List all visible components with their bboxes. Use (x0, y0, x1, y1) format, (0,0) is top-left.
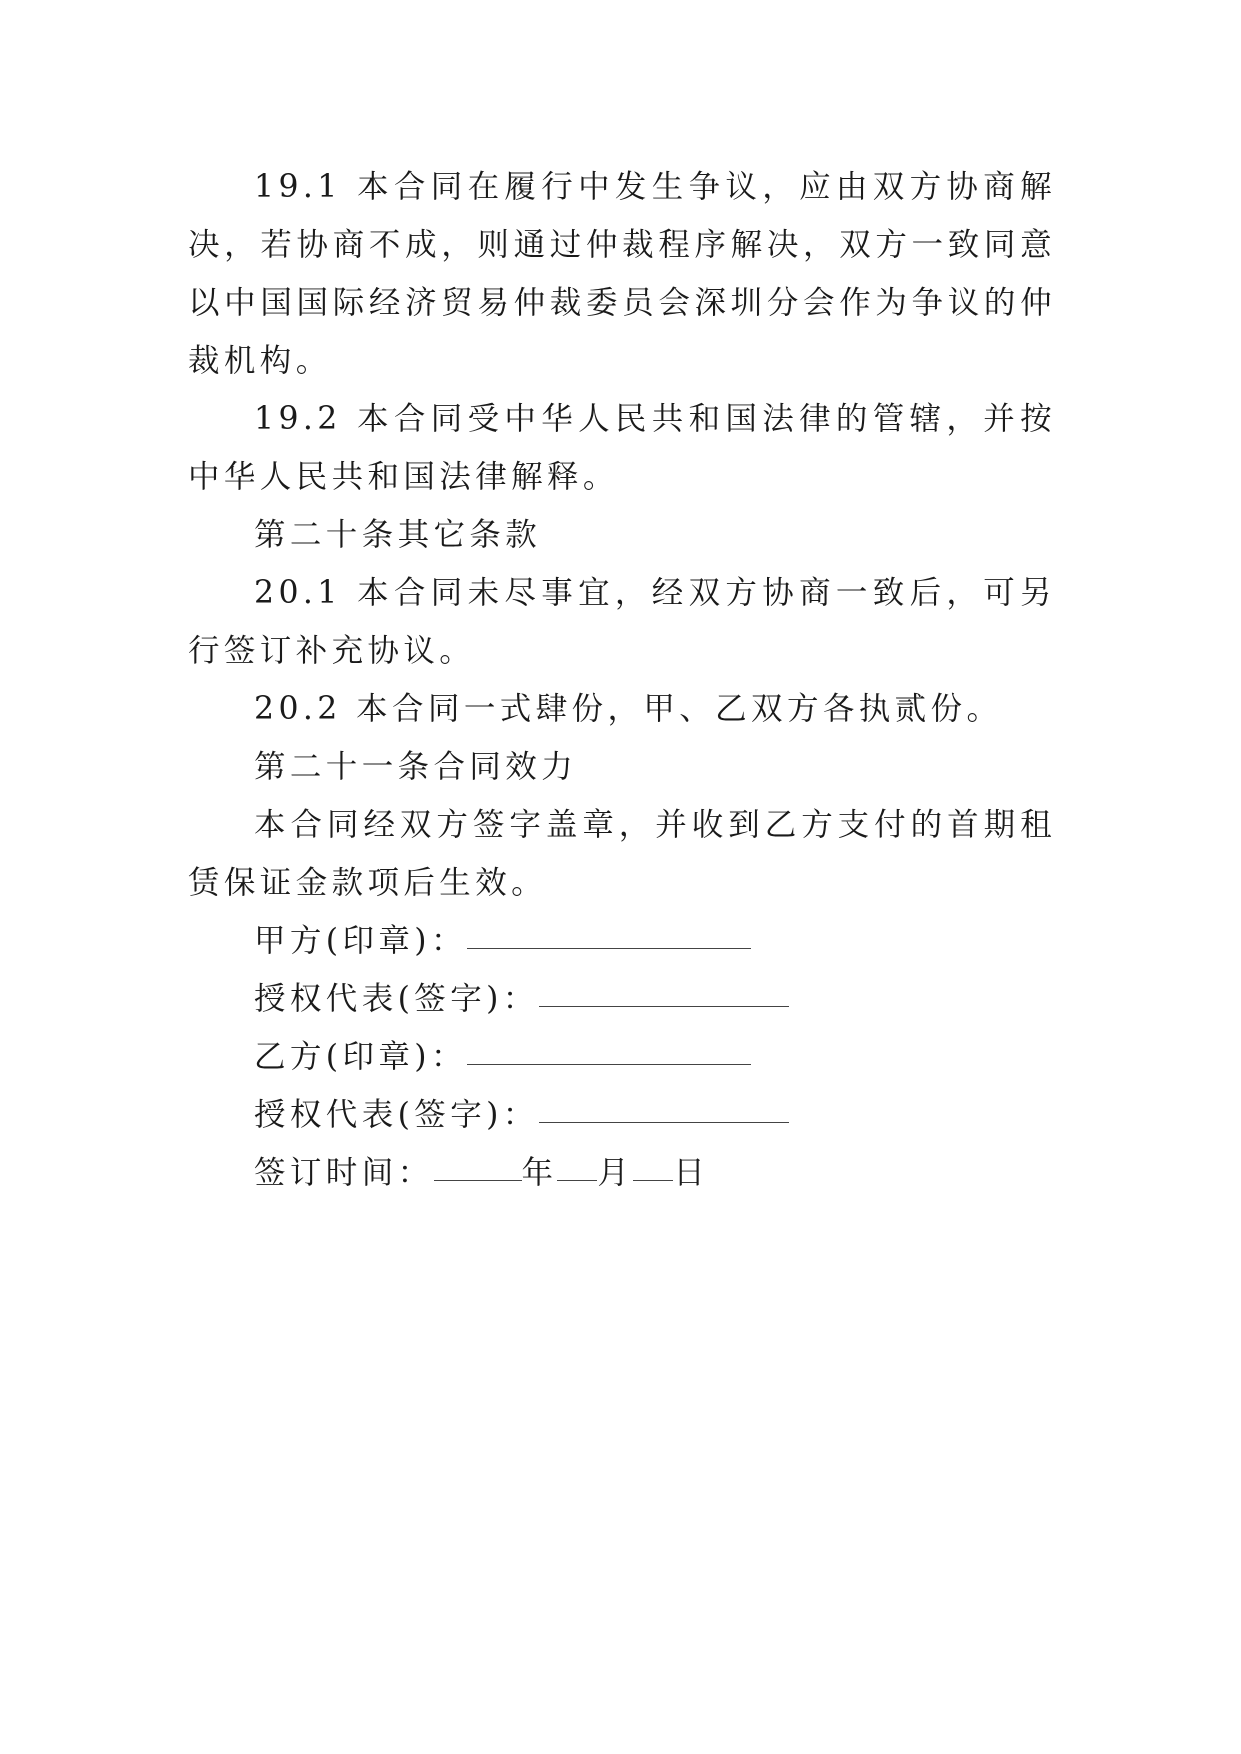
year-unit: 年 (521, 1155, 558, 1191)
year-blank (434, 1146, 522, 1181)
party-a-representative-label: 授权代表(签字)： (254, 981, 539, 1017)
party-b-representative-line (188, 1086, 1056, 1144)
day-unit: 日 (673, 1155, 710, 1191)
party-b-seal-blank (467, 1030, 751, 1065)
party-a-representative-blank (539, 972, 789, 1007)
party-b-seal-line (188, 1028, 1056, 1086)
party-a-representative-line (188, 970, 1056, 1028)
day-blank (633, 1146, 673, 1181)
document-body (188, 158, 1056, 1202)
month-blank (557, 1146, 597, 1181)
month-unit: 月 (597, 1155, 634, 1191)
clause-20-2: 20.2 本合同一式肆份，甲、乙双方各执贰份。 (254, 691, 1003, 727)
clause-20-1: 20.1 本合同未尽事宜，经双方协商一致后，可另行签订补充协议。 (188, 575, 1056, 669)
article-20-heading: 第二十条其它条款 (254, 517, 542, 553)
clause-21-effectiveness: 本合同经双方签字盖章，并收到乙方支付的首期租赁保证金款项后生效。 (188, 807, 1056, 901)
clause-19-2: 19.2 本合同受中华人民共和国法律的管辖，并按中华人民共和国法律解释。 (188, 401, 1056, 495)
party-a-seal-label: 甲方(印章)： (254, 923, 467, 959)
clause-19-1: 19.1 本合同在履行中发生争议，应由双方协商解决，若协商不成，则通过仲裁程序解决，双方一致同意以中国国际经济贸易仲裁委员会深圳分会作为争议的仲裁机构。 (188, 169, 1056, 379)
party-b-representative-blank (539, 1088, 789, 1123)
party-b-seal-label: 乙方(印章)： (254, 1039, 467, 1075)
article-21-heading: 第二十一条合同效力 (254, 749, 578, 785)
party-b-representative-label: 授权代表(签字)： (254, 1097, 539, 1133)
party-a-seal-blank (467, 914, 751, 949)
party-a-seal-line (188, 912, 1056, 970)
signing-date-label: 签订时间： (254, 1155, 434, 1191)
signing-date-line (188, 1144, 1056, 1202)
